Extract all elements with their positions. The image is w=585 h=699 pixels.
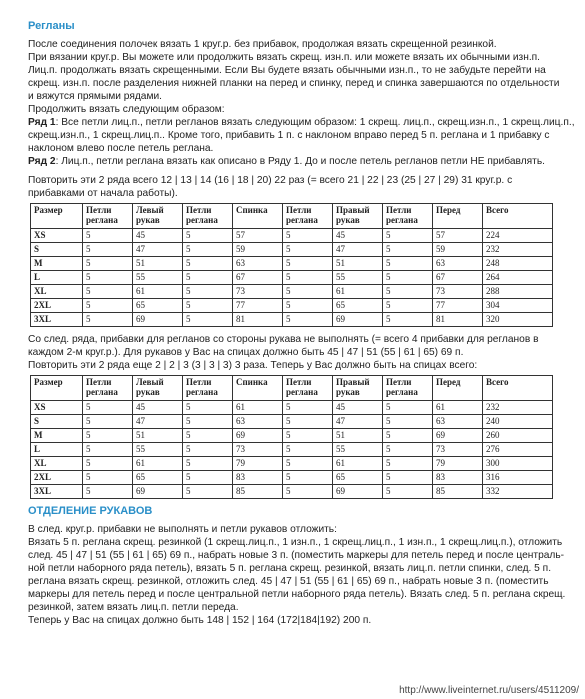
table-row: [31, 443, 553, 457]
row1-text: : Все петли лиц.п., петли регланов вязать следующим образом: 1 скрещ. лиц.п., скрещ.изн.п., 1 скрещ.лиц.п.,: [55, 117, 575, 128]
column-header: Размер: [31, 204, 83, 229]
table-cell: 85: [433, 485, 483, 499]
table-cell: 55: [333, 443, 383, 457]
row1-label: Ряд 1: [28, 117, 56, 128]
table-cell: 5: [283, 485, 333, 499]
table-cell: 51: [333, 429, 383, 443]
table-cell: 5: [83, 271, 133, 285]
table-cell: 5: [283, 243, 333, 257]
table-cell: 5: [183, 257, 233, 271]
table-cell: 232: [483, 401, 553, 415]
table-cell: 77: [233, 299, 283, 313]
table-cell: 5: [83, 229, 133, 243]
table-cell: 45: [133, 229, 183, 243]
table-cell: 5: [383, 299, 433, 313]
table-cell: 83: [233, 471, 283, 485]
table-cell: 5: [83, 299, 133, 313]
table-cell: 47: [133, 415, 183, 429]
table-cell: 5: [183, 229, 233, 243]
sleeve-line: ной петли наборного ряда петель), вязать 5 п. реглана скрещ. резинкой, вязать лиц.п. петли спинки, след. 5 п.: [28, 563, 552, 574]
table-row: [31, 313, 553, 327]
table-cell: 61: [133, 457, 183, 471]
table-cell: 332: [483, 485, 553, 499]
sleeve-line: резинкой, затем вязать лиц.п. петли переда.: [28, 602, 239, 613]
table-cell: 79: [233, 457, 283, 471]
table-cell: 73: [433, 285, 483, 299]
intro-line: При вязании круг.р. Вы можете или продолжить вязать скрещ. изн.п. или можете вязать их обычными изн.п.: [28, 52, 541, 63]
size-cell: S: [31, 243, 83, 257]
table-row: [31, 471, 553, 485]
table-row: [31, 485, 553, 499]
table-cell: 47: [333, 243, 383, 257]
row2-label: Ряд 2: [28, 156, 56, 167]
table-row: [31, 401, 553, 415]
row1-line: [28, 116, 580, 129]
intro-line: и вяжутся прямыми рядами.: [28, 91, 162, 102]
table-cell: 5: [183, 457, 233, 471]
table-cell: 69: [333, 485, 383, 499]
sleeve-line: маркеры для петель перед и после центральной петли наборного ряда петель). Вязать след. 5 п. реглана скрещ.: [28, 589, 566, 600]
table-cell: 45: [333, 401, 383, 415]
table-cell: 5: [383, 271, 433, 285]
column-header: Спинка: [233, 376, 283, 401]
table-row: [31, 457, 553, 471]
table-cell: 5: [283, 271, 333, 285]
table-row: [31, 285, 553, 299]
table-cell: 5: [383, 401, 433, 415]
table-cell: 5: [83, 257, 133, 271]
table-row: [31, 415, 553, 429]
middle-line: Со след. ряда, прибавки для регланов со стороны рукава не выполнять (= всего 4 прибавки для регланов в: [28, 334, 539, 345]
table-cell: 5: [283, 443, 333, 457]
table-row: [31, 257, 553, 271]
row1-line: скрещ.изн.п., 1 скрещ.лиц.п.. Кроме того, прибавить 1 п. с наклоном вправо перед 5 п. реглана и 1 прибавку с: [28, 130, 550, 141]
table-cell: 47: [333, 415, 383, 429]
table-cell: 73: [433, 443, 483, 457]
table-cell: 77: [433, 299, 483, 313]
size-cell: S: [31, 415, 83, 429]
table-cell: 5: [183, 313, 233, 327]
column-header: Правый рукав: [333, 376, 383, 401]
table-cell: 57: [433, 229, 483, 243]
table-cell: 47: [133, 243, 183, 257]
repeat-line: прибавками от начала работы).: [28, 188, 178, 199]
table-cell: 5: [383, 429, 433, 443]
table-cell: 5: [183, 285, 233, 299]
table-cell: 232: [483, 243, 553, 257]
table-cell: 85: [233, 485, 283, 499]
table-cell: 5: [183, 429, 233, 443]
column-header: Петли реглана: [383, 204, 433, 229]
table-cell: 5: [383, 313, 433, 327]
table-cell: 79: [433, 457, 483, 471]
size-cell: XS: [31, 229, 83, 243]
size-cell: M: [31, 429, 83, 443]
column-header: Левый рукав: [133, 204, 183, 229]
intro-line: Лиц.п. продолжать вязать скрещенными. Если Вы будете вязать обычными изн.п., то не забудьте перейти на: [28, 65, 546, 76]
sleeves-paragraph: [28, 523, 580, 627]
table-cell: 5: [83, 457, 133, 471]
size-cell: 3XL: [31, 485, 83, 499]
table-cell: 61: [333, 457, 383, 471]
column-header: Спинка: [233, 204, 283, 229]
table-cell: 5: [383, 243, 433, 257]
table-cell: 45: [333, 229, 383, 243]
table-cell: 83: [433, 471, 483, 485]
column-header: Размер: [31, 376, 83, 401]
column-header: Всего: [483, 204, 553, 229]
sleeve-line: В след. круг.р. прибавки не выполнять и петли рукавов отложить:: [28, 524, 337, 535]
table-cell: 5: [83, 243, 133, 257]
middle-line: каждом 2-м круг.р.). Для рукавов у Вас на спицах должно быть 45 | 47 | 51 (55 | 61 | 65) 69 п.: [28, 347, 464, 358]
table-header-row: [31, 204, 553, 229]
table-cell: 5: [283, 257, 333, 271]
table-cell: 69: [133, 485, 183, 499]
column-header: Перед: [433, 204, 483, 229]
size-cell: L: [31, 271, 83, 285]
table-cell: 51: [333, 257, 383, 271]
table-row: [31, 271, 553, 285]
intro-line: После соединения полочек вязать 1 круг.р. без прибавок, продолжая вязать скрещенной резинкой.: [28, 39, 497, 50]
table-cell: 5: [183, 415, 233, 429]
table-cell: 5: [183, 485, 233, 499]
sleeve-line: Вязать 5 п. реглана скрещ. резинкой (1 скрещ.лиц.п., 1 изн.п., 1 скрещ.лиц.п., 1 изн.п., 1 скрещ.лиц.п.), отложить: [28, 537, 563, 548]
table-cell: 69: [133, 313, 183, 327]
table-cell: 5: [283, 471, 333, 485]
intro-line: скрещ. изн.п. после разделения нижней планки на перед и спинку, перед и спинка завершаются по отдельности: [28, 78, 560, 89]
stitch-table-1: [30, 203, 553, 327]
table-cell: 240: [483, 415, 553, 429]
table-cell: 300: [483, 457, 553, 471]
table-cell: 67: [233, 271, 283, 285]
row2-line: [28, 155, 580, 168]
size-cell: XL: [31, 457, 83, 471]
table-cell: 5: [83, 471, 133, 485]
table-cell: 51: [133, 429, 183, 443]
table-cell: 5: [183, 299, 233, 313]
table-cell: 73: [233, 443, 283, 457]
table-cell: 5: [383, 443, 433, 457]
table-cell: 63: [233, 415, 283, 429]
table-row: [31, 429, 553, 443]
row2-text: : Лиц.п., петли реглана вязать как описано в Ряду 1. До и после петель регланов петли НЕ прибавлять.: [55, 156, 545, 167]
size-cell: 2XL: [31, 299, 83, 313]
sleeve-line: след. 45 | 47 | 51 (55 | 61 | 65) 69 п., набрать новые 3 п. (поместить маркеры для петель перед и после централь-: [28, 550, 565, 561]
row1-line: наклоном влево после петель реглана.: [28, 143, 214, 154]
size-cell: 3XL: [31, 313, 83, 327]
table-cell: 320: [483, 313, 553, 327]
table-cell: 65: [133, 299, 183, 313]
table-cell: 5: [83, 415, 133, 429]
table-cell: 63: [433, 415, 483, 429]
table-cell: 5: [283, 429, 333, 443]
table-cell: 5: [83, 401, 133, 415]
table-cell: 248: [483, 257, 553, 271]
table-cell: 61: [333, 285, 383, 299]
size-cell: L: [31, 443, 83, 457]
table-cell: 67: [433, 271, 483, 285]
table-cell: 5: [383, 485, 433, 499]
sleeves-heading: ОТДЕЛЕНИЕ РУКАВОВ: [28, 505, 153, 517]
table-cell: 5: [283, 229, 333, 243]
table-cell: 5: [383, 415, 433, 429]
table-cell: 224: [483, 229, 553, 243]
table-cell: 69: [233, 429, 283, 443]
table-cell: 5: [283, 401, 333, 415]
table-cell: 5: [383, 285, 433, 299]
column-header: Левый рукав: [133, 376, 183, 401]
table-cell: 65: [133, 471, 183, 485]
table-cell: 5: [83, 429, 133, 443]
column-header: Петли реглана: [83, 376, 133, 401]
middle-line: Повторить эти 2 ряда еще 2 | 2 | 3 (3 | 3 | 3) 3 раза. Теперь у Вас должно быть на спицах всего:: [28, 360, 478, 371]
table-cell: 81: [233, 313, 283, 327]
table-cell: 288: [483, 285, 553, 299]
column-header: Петли реглана: [83, 204, 133, 229]
table-cell: 5: [283, 299, 333, 313]
table-row: [31, 243, 553, 257]
table-cell: 5: [383, 457, 433, 471]
pattern-page: [28, 14, 580, 627]
table-cell: 61: [233, 401, 283, 415]
table-cell: 5: [183, 271, 233, 285]
table-cell: 57: [233, 229, 283, 243]
column-header: Перед: [433, 376, 483, 401]
watermark-url: http://www.liveinternet.ru/users/4511209/: [399, 685, 579, 696]
table-cell: 276: [483, 443, 553, 457]
table-row: [31, 299, 553, 313]
table-cell: 65: [333, 471, 383, 485]
table-cell: 59: [233, 243, 283, 257]
table-cell: 5: [283, 415, 333, 429]
table-cell: 5: [183, 401, 233, 415]
column-header: Петли реглана: [183, 376, 233, 401]
column-header: Правый рукав: [333, 204, 383, 229]
table-cell: 55: [333, 271, 383, 285]
table-row: [31, 229, 553, 243]
size-cell: 2XL: [31, 471, 83, 485]
table-cell: 55: [133, 443, 183, 457]
table-cell: 5: [383, 257, 433, 271]
column-header: Всего: [483, 376, 553, 401]
table-cell: 69: [433, 429, 483, 443]
table-cell: 63: [233, 257, 283, 271]
table-cell: 316: [483, 471, 553, 485]
table-cell: 45: [133, 401, 183, 415]
intro-paragraph: [28, 38, 580, 116]
table-cell: 69: [333, 313, 383, 327]
table-cell: 63: [433, 257, 483, 271]
table-cell: 5: [283, 457, 333, 471]
sleeve-line: Теперь у Вас на спицах должно быть 148 | 152 | 164 (172|184|192) 200 п.: [28, 615, 372, 626]
table-cell: 5: [83, 313, 133, 327]
table-cell: 5: [283, 313, 333, 327]
table-cell: 5: [183, 243, 233, 257]
size-cell: M: [31, 257, 83, 271]
table-cell: 5: [383, 471, 433, 485]
table-cell: 5: [183, 471, 233, 485]
column-header: Петли реглана: [183, 204, 233, 229]
table-cell: 61: [433, 401, 483, 415]
table-cell: 5: [183, 443, 233, 457]
table-cell: 5: [383, 229, 433, 243]
table-cell: 55: [133, 271, 183, 285]
size-cell: XL: [31, 285, 83, 299]
repeat-line: Повторить эти 2 ряда всего 12 | 13 | 14 (16 | 18 | 20) 22 раз (= всего 21 | 22 | 23 (25 | 27 | 29) 31 круг.р. с: [28, 175, 513, 186]
column-header: Петли реглана: [283, 204, 333, 229]
table-cell: 5: [83, 443, 133, 457]
table-cell: 264: [483, 271, 553, 285]
table-cell: 5: [83, 485, 133, 499]
stitch-table-2: [30, 375, 553, 499]
column-header: Петли реглана: [383, 376, 433, 401]
table-cell: 5: [83, 285, 133, 299]
table-header-row: [31, 376, 553, 401]
table-cell: 51: [133, 257, 183, 271]
table-cell: 260: [483, 429, 553, 443]
raglan-heading: Регланы: [28, 20, 75, 32]
intro-line: Продолжить вязать следующим образом:: [28, 104, 225, 115]
sleeve-line: реглана вязать скрещ. резинкой, отложить след. 45 | 47 | 51 (55 | 61 | 65) 69 п., набрать новые 3 п. (поместить: [28, 576, 549, 587]
table-cell: 73: [233, 285, 283, 299]
middle-paragraph: [28, 333, 580, 372]
table-cell: 81: [433, 313, 483, 327]
size-cell: XS: [31, 401, 83, 415]
column-header: Петли реглана: [283, 376, 333, 401]
table-cell: 304: [483, 299, 553, 313]
table-cell: 61: [133, 285, 183, 299]
table-cell: 59: [433, 243, 483, 257]
table-cell: 5: [283, 285, 333, 299]
table-cell: 65: [333, 299, 383, 313]
